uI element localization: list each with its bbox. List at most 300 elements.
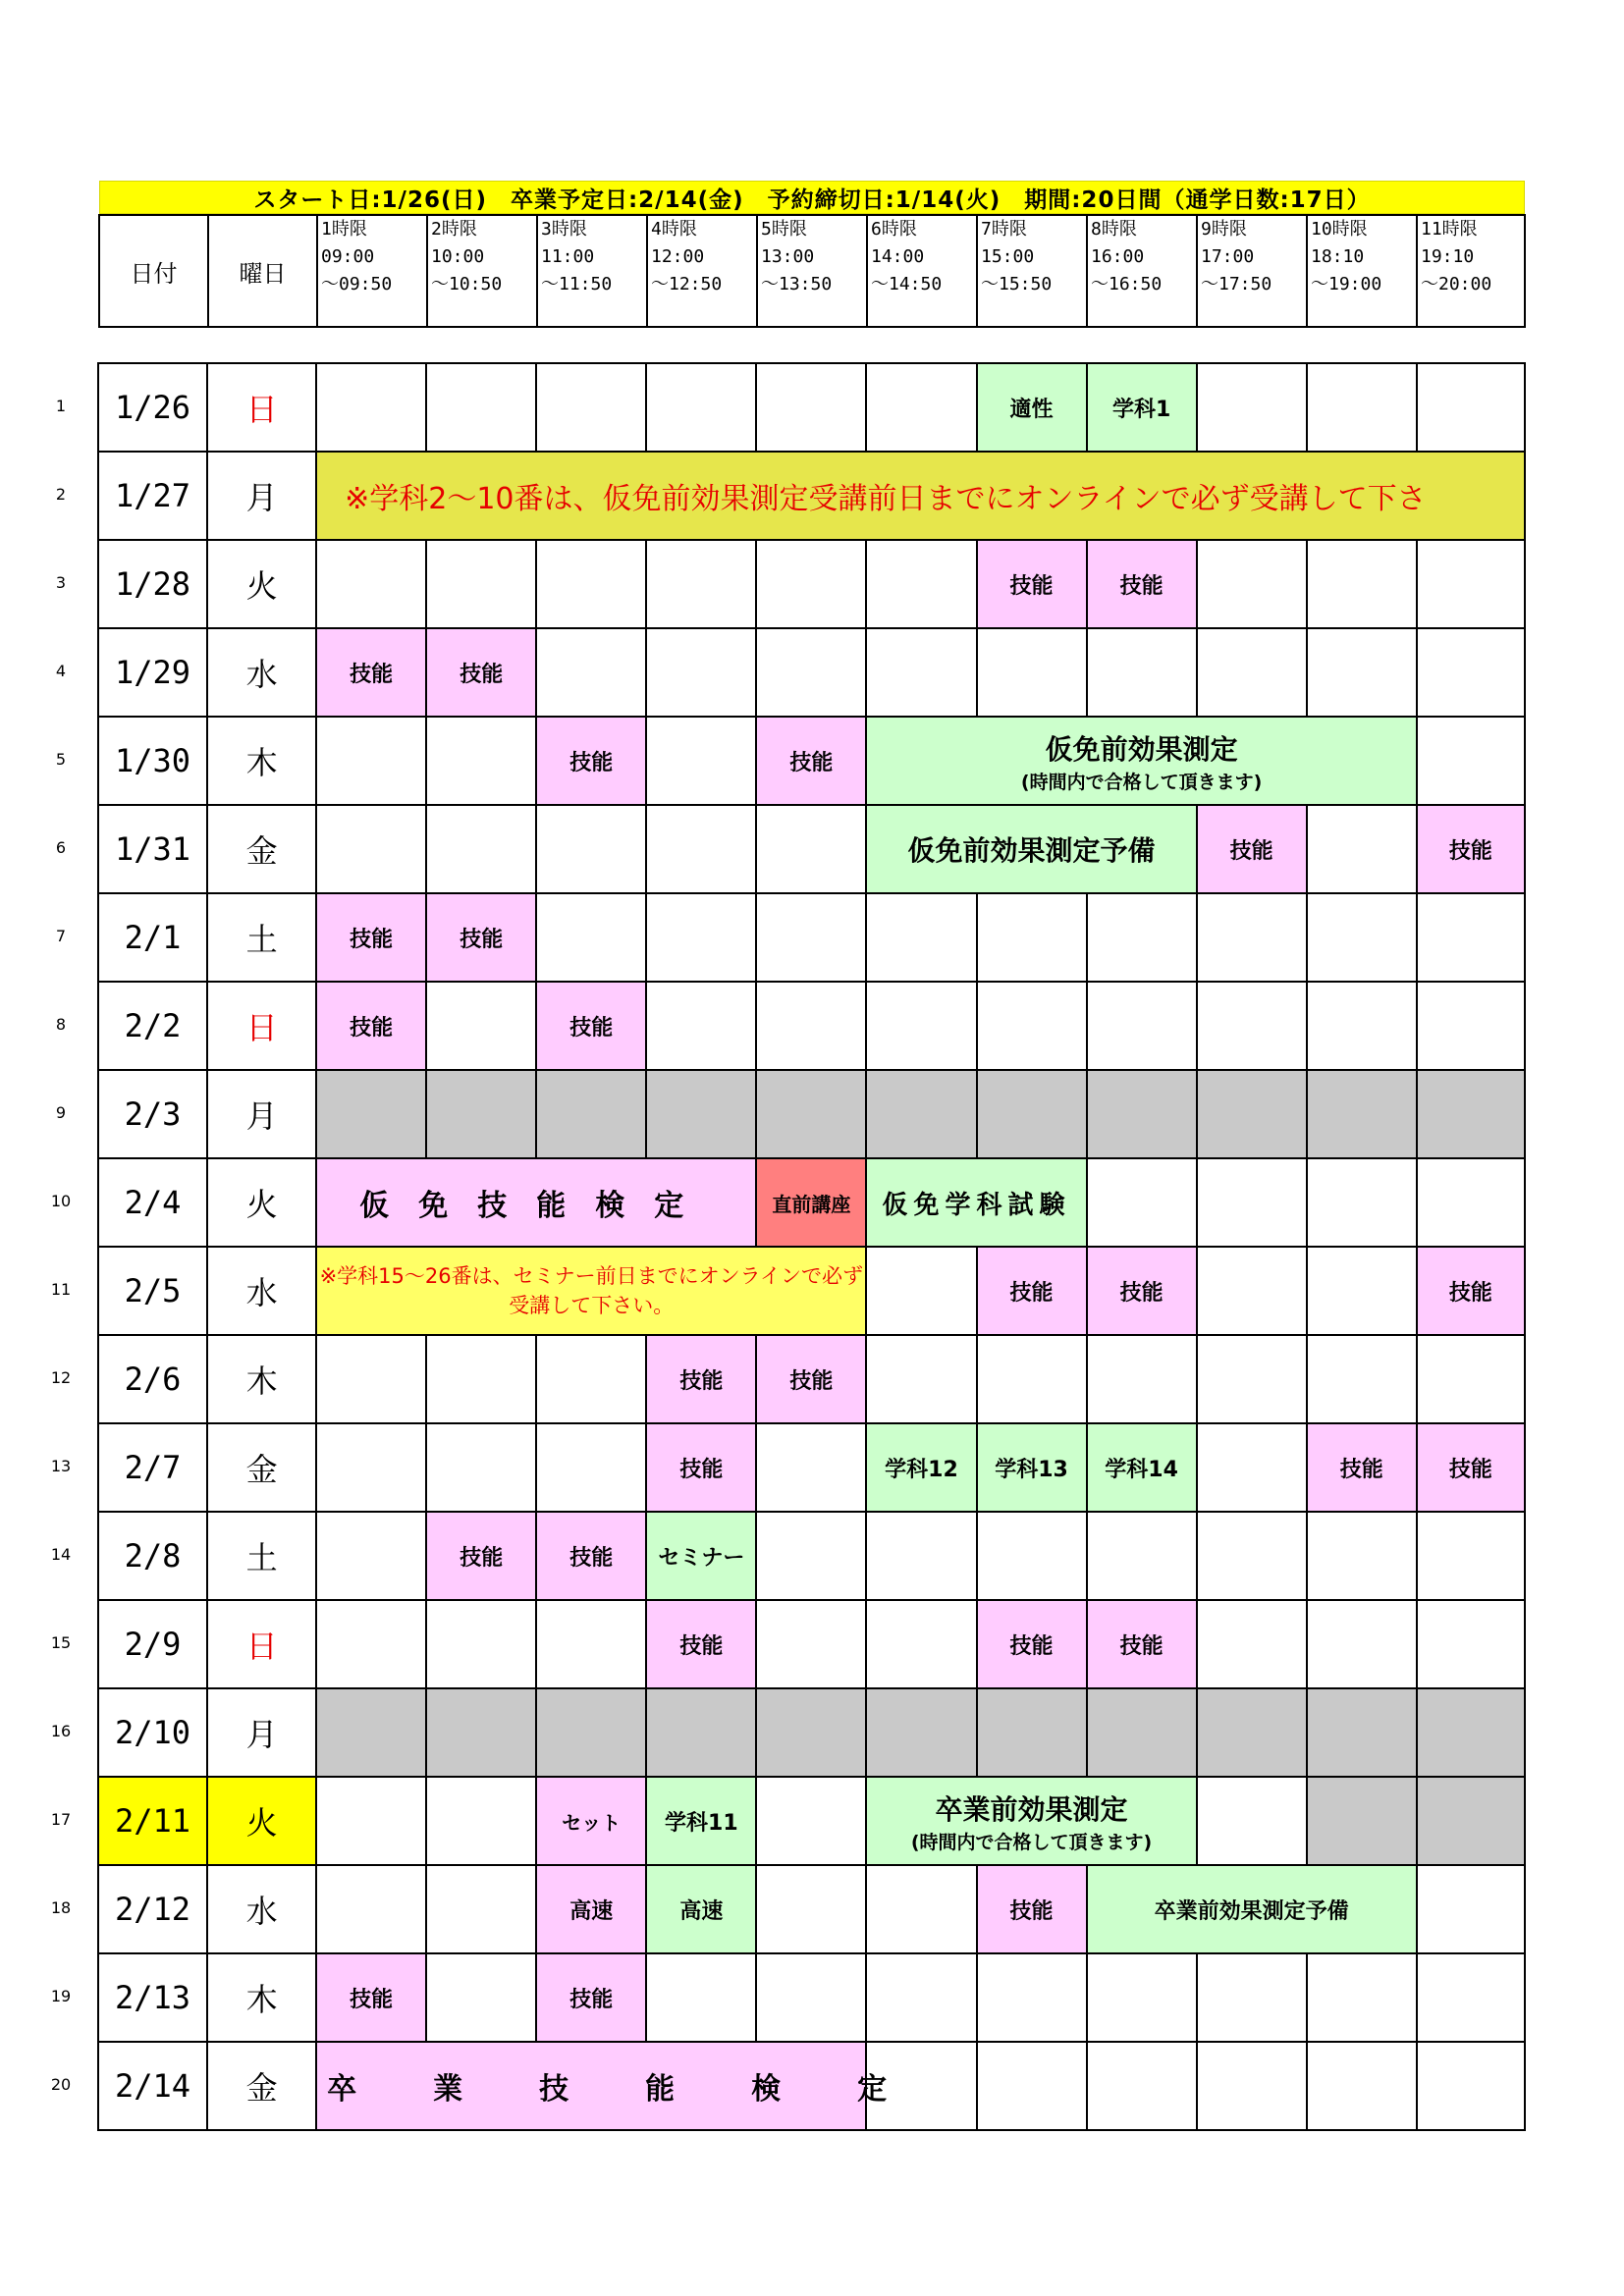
period-end: ～10:50 — [431, 274, 503, 294]
empty-slot — [426, 1953, 536, 2042]
lesson-note: (時間内で合格して頂きます) — [1020, 771, 1263, 793]
day-of-week-column-header: 曜日 — [208, 215, 317, 327]
empty-slot — [1197, 2042, 1307, 2130]
schedule-row — [98, 982, 1525, 1070]
lesson-label: 技能 — [569, 1015, 614, 1041]
row-number-label: 8 — [55, 1015, 67, 1034]
schedule-row — [98, 1953, 1525, 2042]
period-header-7 — [977, 215, 1087, 327]
lesson-label: 技能 — [679, 1457, 724, 1482]
empty-slot — [316, 717, 426, 805]
lesson-label: 技能 — [460, 1545, 504, 1571]
lesson-label: 技能 — [1229, 838, 1273, 864]
empty-slot — [426, 717, 536, 805]
empty-slot — [1197, 1953, 1307, 2042]
empty-slot — [646, 363, 756, 452]
lesson-label: 技能 — [350, 662, 394, 687]
empty-slot — [756, 363, 866, 452]
period-start: 15:00 — [981, 246, 1035, 267]
period-header-table — [98, 214, 1526, 328]
period-start: 19:10 — [1421, 246, 1475, 267]
empty-slot — [646, 1070, 756, 1158]
lesson-label: 仮免技能検定 — [359, 1189, 714, 1223]
row-number-label: 2 — [55, 485, 67, 504]
period-label: 5時限 — [761, 219, 807, 240]
empty-slot — [977, 1953, 1087, 2042]
lesson-cell — [426, 1512, 536, 1600]
lesson-cell — [1087, 1247, 1197, 1335]
empty-slot — [756, 1865, 866, 1953]
day-of-week-cell: 日 — [207, 1600, 316, 1688]
empty-slot — [866, 1688, 976, 1777]
empty-slot — [1197, 1335, 1307, 1423]
lesson-label: 技能 — [1448, 838, 1492, 864]
empty-slot — [1307, 1600, 1417, 1688]
period-header-8 — [1087, 215, 1197, 327]
empty-slot — [977, 1688, 1087, 1777]
empty-slot — [1417, 1158, 1525, 1247]
lesson-cell — [1087, 540, 1197, 628]
lesson-label: 技能 — [789, 1368, 834, 1394]
row-number-label: 4 — [55, 662, 67, 680]
empty-slot — [1197, 1247, 1307, 1335]
empty-slot — [1307, 1247, 1417, 1335]
empty-slot — [646, 893, 756, 982]
lesson-label: 卒業前効果測定 — [935, 1792, 1128, 1826]
empty-slot — [1197, 1512, 1307, 1600]
lesson-cell — [316, 1247, 866, 1335]
schedule-grid — [50, 362, 1526, 2131]
lesson-cell — [756, 717, 866, 805]
lesson-cell — [646, 1335, 756, 1423]
empty-slot — [977, 628, 1087, 717]
empty-slot — [1197, 1158, 1307, 1247]
row-number-label: 1 — [55, 397, 67, 415]
row-number-label: 7 — [55, 927, 67, 945]
period-label: 10時限 — [1311, 219, 1368, 240]
empty-slot — [756, 982, 866, 1070]
lesson-label: 技能 — [460, 662, 504, 687]
lesson-label: 学科12 — [885, 1457, 958, 1482]
date-cell: 1/28 — [98, 540, 207, 628]
lesson-label: 技能 — [1009, 1633, 1054, 1659]
period-start: 18:10 — [1311, 246, 1365, 267]
lesson-cell — [977, 1865, 1087, 1953]
schedule-row — [98, 805, 1525, 893]
row-number-label: 16 — [50, 1722, 72, 1740]
date-cell: 2/12 — [98, 1865, 207, 1953]
empty-slot — [1417, 982, 1525, 1070]
day-of-week-cell: 火 — [207, 1777, 316, 1865]
empty-slot — [646, 540, 756, 628]
lesson-label: 技能 — [569, 750, 614, 775]
empty-slot — [316, 1600, 426, 1688]
empty-slot — [536, 540, 646, 628]
lesson-cell — [866, 805, 1196, 893]
schedule-row — [98, 2042, 1525, 2130]
schedule-row — [98, 452, 1525, 540]
lesson-label: 技能 — [1009, 1280, 1054, 1306]
empty-slot — [316, 1865, 426, 1953]
empty-slot — [1087, 1158, 1197, 1247]
empty-slot — [426, 1070, 536, 1158]
day-of-week-cell: 金 — [207, 805, 316, 893]
lesson-cell — [977, 540, 1087, 628]
schedule-row — [98, 893, 1525, 982]
lesson-label: 技能 — [679, 1368, 724, 1394]
lesson-cell — [646, 1865, 756, 1953]
schedule-row — [98, 1335, 1525, 1423]
row-number-label: 18 — [50, 1898, 72, 1917]
lesson-cell — [536, 717, 646, 805]
empty-slot — [1087, 1070, 1197, 1158]
lesson-label: 仮免前効果測定予備 — [907, 834, 1156, 867]
schedule-row — [98, 1158, 1525, 1247]
lesson-cell — [1307, 1423, 1417, 1512]
empty-slot — [1197, 628, 1307, 717]
empty-slot — [426, 1777, 536, 1865]
row-number-label: 17 — [50, 1810, 72, 1829]
empty-slot — [977, 1335, 1087, 1423]
lesson-cell — [977, 1423, 1087, 1512]
empty-slot — [426, 540, 536, 628]
empty-slot — [1307, 1335, 1417, 1423]
period-end: ～11:50 — [541, 274, 613, 294]
empty-slot — [1417, 1600, 1525, 1688]
empty-slot — [1307, 1512, 1417, 1600]
day-of-week-cell: 日 — [207, 982, 316, 1070]
empty-slot — [1417, 1777, 1525, 1865]
empty-slot — [1417, 1070, 1525, 1158]
empty-slot — [756, 1512, 866, 1600]
date-cell: 1/31 — [98, 805, 207, 893]
empty-slot — [316, 1070, 426, 1158]
row-number-label: 3 — [55, 573, 67, 592]
date-cell: 2/1 — [98, 893, 207, 982]
period-end: ～09:50 — [321, 274, 393, 294]
day-of-week-cell: 土 — [207, 1512, 316, 1600]
empty-slot — [866, 1247, 976, 1335]
lesson-label: 技能 — [679, 1633, 724, 1659]
schedule-row — [98, 1777, 1525, 1865]
row-number-label: 12 — [50, 1368, 72, 1387]
empty-slot — [426, 1600, 536, 1688]
empty-slot — [1307, 893, 1417, 982]
empty-slot — [977, 893, 1087, 982]
empty-slot — [1197, 1688, 1307, 1777]
period-label: 3時限 — [541, 219, 587, 240]
period-header-3 — [537, 215, 647, 327]
empty-slot — [1307, 982, 1417, 1070]
lesson-cell — [1417, 1423, 1525, 1512]
empty-slot — [426, 1335, 536, 1423]
period-end: ～15:50 — [981, 274, 1053, 294]
lesson-cell — [316, 1158, 756, 1247]
lesson-label: 学科1 — [1111, 397, 1171, 422]
period-start: 16:00 — [1091, 246, 1145, 267]
lesson-label: 直前講座 — [772, 1192, 851, 1216]
period-header-1 — [317, 215, 427, 327]
empty-slot — [1417, 628, 1525, 717]
empty-slot — [1417, 717, 1525, 805]
lesson-label: 技能 — [789, 750, 834, 775]
header-row — [99, 215, 1525, 327]
schedule-row — [98, 1247, 1525, 1335]
empty-slot — [756, 805, 866, 893]
lesson-cell — [1087, 1600, 1197, 1688]
lesson-cell — [1087, 363, 1197, 452]
lesson-cell — [977, 363, 1087, 452]
lesson-label: ※学科2～10番は、仮免前効果測定受講前日までにオンラインで必ず受講して下さ — [345, 482, 1427, 516]
empty-slot — [756, 1600, 866, 1688]
empty-slot — [1307, 1777, 1417, 1865]
empty-slot — [1307, 363, 1417, 452]
empty-slot — [316, 1512, 426, 1600]
lesson-label: 技能 — [1119, 1280, 1164, 1306]
row-number-label: 20 — [50, 2075, 72, 2094]
period-label: 7時限 — [981, 219, 1027, 240]
period-end: ～19:00 — [1311, 274, 1382, 294]
lesson-label: 技能 — [569, 1987, 614, 2012]
empty-slot — [866, 1865, 976, 1953]
lesson-label: 仮免前効果測定 — [1045, 732, 1238, 766]
row-number-label: 10 — [50, 1192, 72, 1210]
empty-slot — [1307, 628, 1417, 717]
schedule-row — [98, 1865, 1525, 1953]
row-number-label: 14 — [50, 1545, 72, 1564]
period-header-4 — [647, 215, 757, 327]
period-start: 09:00 — [321, 246, 375, 267]
row-number-label: 9 — [55, 1103, 67, 1122]
empty-slot — [646, 1688, 756, 1777]
lesson-cell — [646, 1423, 756, 1512]
empty-slot — [1087, 982, 1197, 1070]
period-label: 6時限 — [871, 219, 917, 240]
empty-slot — [1197, 1777, 1307, 1865]
day-of-week-cell: 水 — [207, 1865, 316, 1953]
empty-slot — [756, 628, 866, 717]
empty-slot — [1307, 2042, 1417, 2130]
period-start: 13:00 — [761, 246, 815, 267]
row-number-label: 19 — [50, 1987, 72, 2005]
period-start: 11:00 — [541, 246, 595, 267]
empty-slot — [1197, 1600, 1307, 1688]
empty-slot — [536, 1335, 646, 1423]
period-end: ～20:00 — [1421, 274, 1492, 294]
empty-slot — [756, 893, 866, 982]
schedule-row — [98, 628, 1525, 717]
empty-slot — [1417, 893, 1525, 982]
empty-slot — [866, 1335, 976, 1423]
period-header-9 — [1197, 215, 1307, 327]
empty-slot — [1087, 1688, 1197, 1777]
lesson-label: セット — [562, 1810, 622, 1835]
lesson-label: 技能 — [569, 1545, 614, 1571]
empty-slot — [866, 982, 976, 1070]
day-of-week-cell: 火 — [207, 540, 316, 628]
empty-slot — [1417, 1512, 1525, 1600]
period-start: 14:00 — [871, 246, 925, 267]
empty-slot — [316, 540, 426, 628]
empty-slot — [426, 1865, 536, 1953]
period-label: 2時限 — [431, 219, 477, 240]
date-cell: 1/30 — [98, 717, 207, 805]
lesson-label: 技能 — [1119, 573, 1164, 599]
date-cell: 2/5 — [98, 1247, 207, 1335]
lesson-cell — [646, 1600, 756, 1688]
empty-slot — [1307, 540, 1417, 628]
empty-slot — [536, 1070, 646, 1158]
period-label: 9時限 — [1201, 219, 1247, 240]
lesson-label: 技能 — [1448, 1280, 1492, 1306]
empty-slot — [1307, 1158, 1417, 1247]
empty-slot — [977, 1512, 1087, 1600]
lesson-cell — [866, 717, 1416, 805]
empty-slot — [1417, 2042, 1525, 2130]
row-number-label: 6 — [55, 838, 67, 857]
empty-slot — [316, 1335, 426, 1423]
lesson-cell — [977, 1600, 1087, 1688]
empty-slot — [866, 893, 976, 982]
lesson-label: 技能 — [1009, 573, 1054, 599]
empty-slot — [1197, 1423, 1307, 1512]
lesson-cell — [1087, 1423, 1197, 1512]
lesson-label: 技能 — [350, 1015, 394, 1041]
date-cell: 2/3 — [98, 1070, 207, 1158]
schedule-row — [98, 1512, 1525, 1600]
period-label: 4時限 — [651, 219, 697, 240]
day-of-week-cell: 水 — [207, 628, 316, 717]
empty-slot — [756, 1688, 866, 1777]
empty-slot — [426, 805, 536, 893]
schedule-row — [98, 1423, 1525, 1512]
date-cell: 2/11 — [98, 1777, 207, 1865]
empty-slot — [1197, 982, 1307, 1070]
date-cell: 2/10 — [98, 1688, 207, 1777]
lesson-cell — [866, 1158, 1086, 1247]
empty-slot — [1417, 1865, 1525, 1953]
empty-slot — [646, 982, 756, 1070]
lesson-cell — [536, 982, 646, 1070]
lesson-label: 適性 — [1009, 397, 1054, 422]
lesson-label: 学科11 — [665, 1810, 738, 1836]
lesson-cell — [316, 982, 426, 1070]
row-number-label: 11 — [50, 1280, 72, 1299]
lesson-cell — [316, 628, 426, 717]
lesson-cell — [756, 1158, 866, 1247]
lesson-cell — [536, 1512, 646, 1600]
lesson-label: 技能 — [350, 927, 394, 952]
lesson-cell — [646, 1512, 756, 1600]
lesson-cell — [536, 1777, 646, 1865]
empty-slot — [1417, 1688, 1525, 1777]
lesson-cell — [1087, 1865, 1417, 1953]
lesson-cell — [866, 1777, 1196, 1865]
day-of-week-cell: 金 — [207, 2042, 316, 2130]
empty-slot — [1417, 540, 1525, 628]
empty-slot — [756, 540, 866, 628]
empty-slot — [536, 1600, 646, 1688]
period-end: ～16:50 — [1091, 274, 1163, 294]
lesson-label: 高速 — [569, 1898, 614, 1924]
empty-slot — [536, 1688, 646, 1777]
empty-slot — [1197, 363, 1307, 452]
day-of-week-cell: 月 — [207, 1070, 316, 1158]
empty-slot — [646, 1953, 756, 2042]
lesson-cell — [977, 1247, 1087, 1335]
empty-slot — [866, 628, 976, 717]
empty-slot — [1087, 1953, 1197, 2042]
date-cell: 1/29 — [98, 628, 207, 717]
empty-slot — [316, 1777, 426, 1865]
period-header-11 — [1417, 215, 1525, 327]
empty-slot — [1307, 1953, 1417, 2042]
empty-slot — [866, 1512, 976, 1600]
date-cell: 1/26 — [98, 363, 207, 452]
day-of-week-cell: 火 — [207, 1158, 316, 1247]
empty-slot — [866, 363, 976, 452]
period-header-6 — [867, 215, 977, 327]
empty-slot — [316, 805, 426, 893]
schedule-row — [98, 1600, 1525, 1688]
period-end: ～13:50 — [761, 274, 833, 294]
date-cell: 1/27 — [98, 452, 207, 540]
lesson-cell — [426, 893, 536, 982]
period-start: 12:00 — [651, 246, 705, 267]
day-of-week-cell: 水 — [207, 1247, 316, 1335]
empty-slot — [316, 1423, 426, 1512]
empty-slot — [1417, 363, 1525, 452]
period-label: 8時限 — [1091, 219, 1137, 240]
day-of-week-cell: 月 — [207, 1688, 316, 1777]
date-cell: 2/8 — [98, 1512, 207, 1600]
empty-slot — [756, 1953, 866, 2042]
lesson-label: セミナー — [658, 1545, 745, 1571]
day-of-week-cell: 日 — [207, 363, 316, 452]
lesson-label: 仮免学科試験 — [882, 1190, 1071, 1220]
empty-slot — [1087, 893, 1197, 982]
date-cell: 2/6 — [98, 1335, 207, 1423]
period-header-10 — [1307, 215, 1417, 327]
schedule-row — [98, 1688, 1525, 1777]
lesson-cell — [316, 893, 426, 982]
schedule-row — [98, 1070, 1525, 1158]
empty-slot — [1087, 628, 1197, 717]
empty-slot — [1417, 1953, 1525, 2042]
empty-slot — [977, 982, 1087, 1070]
empty-slot — [426, 982, 536, 1070]
date-cell: 2/14 — [98, 2042, 207, 2130]
lesson-label: 学科13 — [995, 1457, 1068, 1482]
lesson-label: 技能 — [1119, 1633, 1164, 1659]
empty-slot — [646, 628, 756, 717]
lesson-label: 技能 — [460, 927, 504, 952]
empty-slot — [536, 628, 646, 717]
date-cell: 2/4 — [98, 1158, 207, 1247]
period-end: ～14:50 — [871, 274, 943, 294]
empty-slot — [756, 1777, 866, 1865]
empty-slot — [536, 1423, 646, 1512]
lesson-cell — [646, 1777, 756, 1865]
lesson-label: 技能 — [1448, 1457, 1492, 1482]
lesson-cell — [756, 1335, 866, 1423]
day-of-week-cell: 土 — [207, 893, 316, 982]
day-of-week-cell: 金 — [207, 1423, 316, 1512]
period-label: 1時限 — [321, 219, 367, 240]
lesson-label: 技能 — [1009, 1898, 1054, 1924]
empty-slot — [1307, 805, 1417, 893]
lesson-cell — [426, 628, 536, 717]
